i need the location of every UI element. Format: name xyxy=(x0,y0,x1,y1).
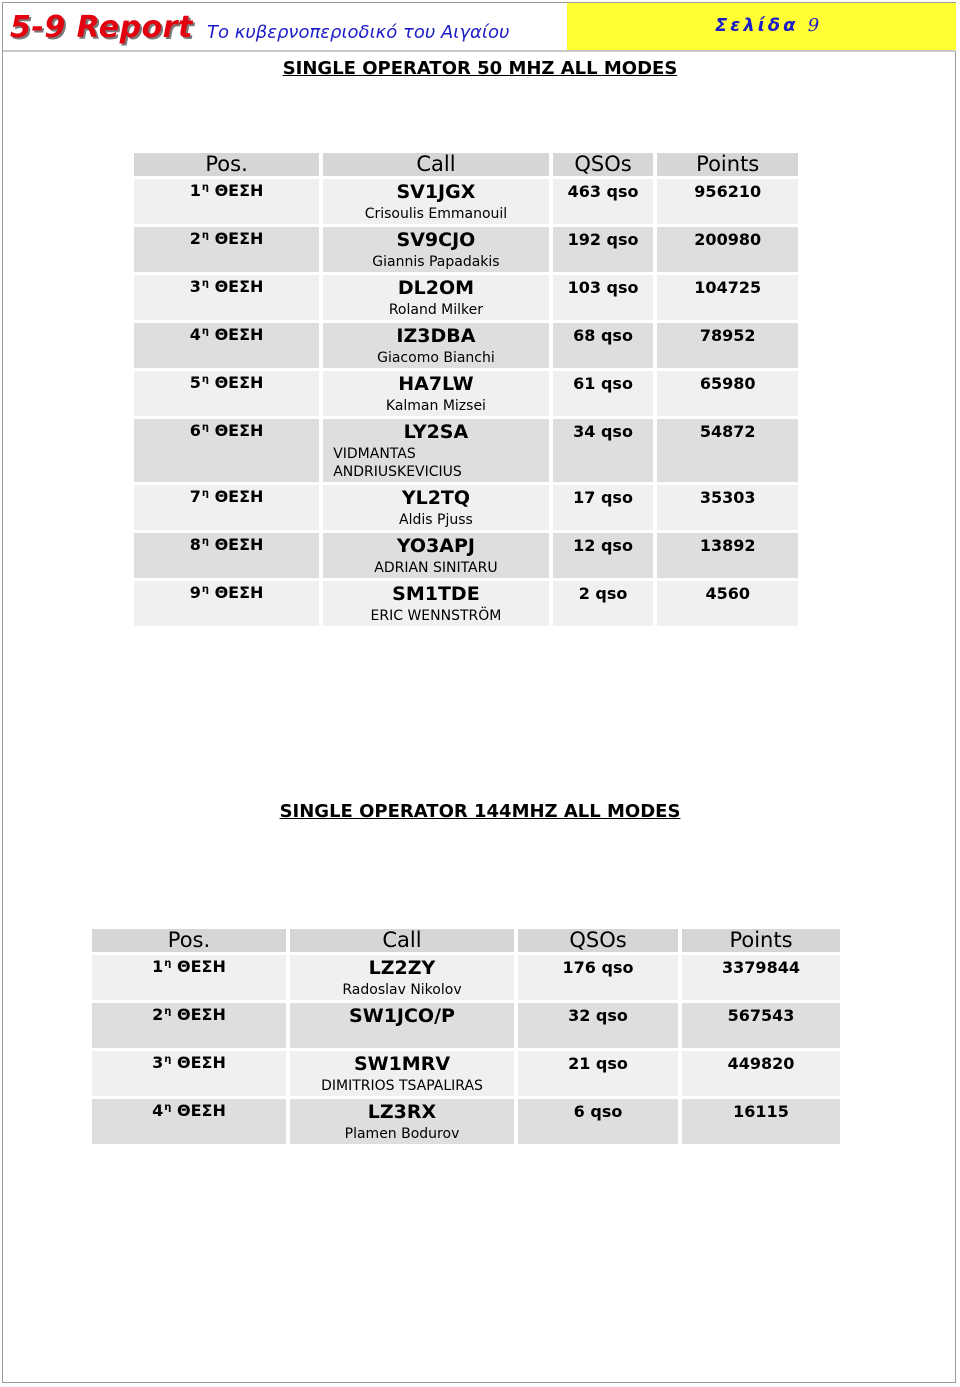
operator-name: Giannis Papadakis xyxy=(372,254,500,270)
qsos-cell: 6 qso xyxy=(518,1099,678,1144)
position-word: ΘΕΣΗ xyxy=(176,1101,226,1120)
position-word: ΘΕΣΗ xyxy=(214,181,264,200)
position-number: 9 xyxy=(189,583,201,602)
position-ordinal: η xyxy=(201,326,209,337)
callsign: YL2TQ xyxy=(401,487,471,509)
table-row xyxy=(134,227,798,272)
position-cell xyxy=(92,1099,286,1144)
table-header-row xyxy=(92,929,840,952)
column-header-qsos: QSOs xyxy=(553,153,654,176)
qsos-cell: 17 qso xyxy=(553,485,654,530)
position-ordinal: η xyxy=(164,958,172,969)
results-table-144mhz xyxy=(88,926,844,1147)
position-cell xyxy=(134,485,319,530)
position-word: ΘΕΣΗ xyxy=(176,1053,226,1072)
column-header-pos: Pos. xyxy=(92,929,286,952)
position-ordinal: η xyxy=(164,1054,172,1065)
callsign: LY2SA xyxy=(403,421,469,443)
position-number: 2 xyxy=(152,1005,164,1024)
position-ordinal: η xyxy=(201,536,209,547)
operator-name: ADRIAN SINITARU xyxy=(374,560,498,576)
operator-name: Giacomo Bianchi xyxy=(377,350,495,366)
column-header-points: Points xyxy=(682,929,840,952)
position-number: 7 xyxy=(189,487,201,506)
call-cell xyxy=(290,1003,514,1048)
table-row xyxy=(92,955,840,1000)
call-cell xyxy=(323,323,548,368)
position-ordinal: η xyxy=(201,230,209,241)
call-cell xyxy=(323,227,548,272)
column-header-qsos: QSOs xyxy=(518,929,678,952)
position-cell xyxy=(134,179,319,224)
position-word: ΘΕΣΗ xyxy=(214,277,264,296)
call-cell xyxy=(323,533,548,578)
operator-name: Aldis Pjuss xyxy=(399,512,473,528)
points-cell: 449820 xyxy=(682,1051,840,1096)
position-cell xyxy=(134,275,319,320)
qsos-cell: 34 qso xyxy=(553,419,654,482)
operator-name: Radoslav Nikolov xyxy=(342,982,462,998)
points-cell: 3379844 xyxy=(682,955,840,1000)
points-cell: 54872 xyxy=(657,419,798,482)
position-number: 1 xyxy=(152,957,164,976)
position-cell xyxy=(134,323,319,368)
column-header-call: Call xyxy=(323,153,548,176)
callsign: SW1JCO/P xyxy=(349,1005,455,1027)
table-row xyxy=(134,581,798,626)
callsign: IZ3DBA xyxy=(396,325,476,347)
position-ordinal: η xyxy=(201,182,209,193)
points-cell: 567543 xyxy=(682,1003,840,1048)
qsos-cell: 32 qso xyxy=(518,1003,678,1048)
position-word: ΘΕΣΗ xyxy=(214,229,264,248)
qsos-cell: 463 qso xyxy=(553,179,654,224)
qsos-cell: 68 qso xyxy=(553,323,654,368)
position-number: 3 xyxy=(152,1053,164,1072)
table-row xyxy=(134,419,798,482)
points-cell: 65980 xyxy=(657,371,798,416)
table-row xyxy=(134,371,798,416)
call-cell xyxy=(290,1099,514,1144)
page-label xyxy=(715,15,819,36)
position-ordinal: η xyxy=(164,1102,172,1113)
position-ordinal: η xyxy=(201,278,209,289)
operator-name: DIMITRIOS TSAPALIRAS xyxy=(321,1078,483,1094)
call-cell xyxy=(323,371,548,416)
points-cell: 35303 xyxy=(657,485,798,530)
call-cell xyxy=(323,419,548,482)
operator-name: Plamen Bodurov xyxy=(344,1126,460,1142)
points-cell: 4560 xyxy=(657,581,798,626)
call-cell xyxy=(323,581,548,626)
callsign: LZ3RX xyxy=(367,1101,437,1123)
position-number: 6 xyxy=(189,421,201,440)
points-cell: 956210 xyxy=(657,179,798,224)
brand-logo: 5-9 Report xyxy=(10,10,193,45)
position-ordinal: η xyxy=(164,1006,172,1017)
callsign: SV1JGX xyxy=(396,181,476,203)
qsos-cell: 103 qso xyxy=(553,275,654,320)
column-header-points: Points xyxy=(657,153,798,176)
position-ordinal: η xyxy=(201,488,209,499)
position-cell xyxy=(92,955,286,1000)
points-cell: 16115 xyxy=(682,1099,840,1144)
operator-name: Roland Milker xyxy=(388,302,484,318)
callsign: SW1MRV xyxy=(353,1053,451,1075)
column-header-call: Call xyxy=(290,929,514,952)
page-number: 9 xyxy=(807,15,820,36)
section-title-144mhz: SINGLE OPERATOR 144MHZ ALL MODES xyxy=(279,801,681,822)
position-word: ΘΕΣΗ xyxy=(176,1005,226,1024)
points-cell: 78952 xyxy=(657,323,798,368)
operator-name: Kalman Mizsei xyxy=(385,398,486,414)
operator-name: Crisoulis Emmanouil xyxy=(364,206,508,222)
position-word: ΘΕΣΗ xyxy=(214,373,264,392)
header-tagline: Το κυβερνοπεριοδικό του Αιγαίου xyxy=(207,22,510,43)
position-cell xyxy=(134,581,319,626)
qsos-cell: 12 qso xyxy=(553,533,654,578)
call-cell xyxy=(323,179,548,224)
position-ordinal: η xyxy=(201,374,209,385)
position-number: 4 xyxy=(152,1101,164,1120)
position-cell xyxy=(134,371,319,416)
points-cell: 104725 xyxy=(657,275,798,320)
position-word: ΘΕΣΗ xyxy=(176,957,226,976)
table-row xyxy=(92,1099,840,1144)
call-cell xyxy=(290,955,514,1000)
qsos-cell: 176 qso xyxy=(518,955,678,1000)
header-brand-area xyxy=(3,3,567,50)
position-word: ΘΕΣΗ xyxy=(214,583,264,602)
position-cell xyxy=(92,1003,286,1048)
position-cell xyxy=(134,533,319,578)
points-cell: 13892 xyxy=(657,533,798,578)
position-number: 4 xyxy=(189,325,201,344)
table-row xyxy=(134,275,798,320)
callsign: SM1TDE xyxy=(392,583,480,605)
table-row xyxy=(134,323,798,368)
table-row xyxy=(134,485,798,530)
position-number: 1 xyxy=(189,181,201,200)
qsos-cell: 192 qso xyxy=(553,227,654,272)
table-row xyxy=(92,1003,840,1048)
points-cell: 200980 xyxy=(657,227,798,272)
position-cell xyxy=(92,1051,286,1096)
operator-name xyxy=(290,1029,514,1048)
position-word: ΘΕΣΗ xyxy=(214,535,264,554)
position-number: 8 xyxy=(189,535,201,554)
qsos-cell: 61 qso xyxy=(553,371,654,416)
table-row xyxy=(134,179,798,224)
position-number: 2 xyxy=(189,229,201,248)
call-cell xyxy=(290,1051,514,1096)
position-ordinal: η xyxy=(201,584,209,595)
callsign: SV9CJO xyxy=(396,229,476,251)
position-word: ΘΕΣΗ xyxy=(214,325,264,344)
position-number: 3 xyxy=(189,277,201,296)
position-cell xyxy=(134,227,319,272)
operator-name: VIDMANTAS ANDRIUSKEVICIUS xyxy=(333,446,462,480)
position-number: 5 xyxy=(189,373,201,392)
callsign: LZ2ZY xyxy=(368,957,436,979)
column-header-pos: Pos. xyxy=(134,153,319,176)
page-label-text: Σελίδα xyxy=(715,15,799,36)
position-word: ΘΕΣΗ xyxy=(214,487,264,506)
callsign: DL2OM xyxy=(397,277,475,299)
results-table-50mhz xyxy=(130,150,802,629)
qsos-cell: 21 qso xyxy=(518,1051,678,1096)
position-cell xyxy=(134,419,319,482)
table-row xyxy=(134,533,798,578)
position-ordinal: η xyxy=(201,422,209,433)
operator-name: ERIC WENNSTRÖM xyxy=(370,608,502,624)
section-title-50mhz: SINGLE OPERATOR 50 MHZ ALL MODES xyxy=(282,58,678,79)
header-page-area xyxy=(567,3,956,50)
callsign: YO3APJ xyxy=(396,535,475,557)
call-cell xyxy=(323,485,548,530)
call-cell xyxy=(323,275,548,320)
position-word: ΘΕΣΗ xyxy=(214,421,264,440)
page-header xyxy=(3,3,956,52)
table-header-row xyxy=(134,153,798,176)
qsos-cell: 2 qso xyxy=(553,581,654,626)
callsign: HA7LW xyxy=(398,373,474,395)
table-row xyxy=(92,1051,840,1096)
